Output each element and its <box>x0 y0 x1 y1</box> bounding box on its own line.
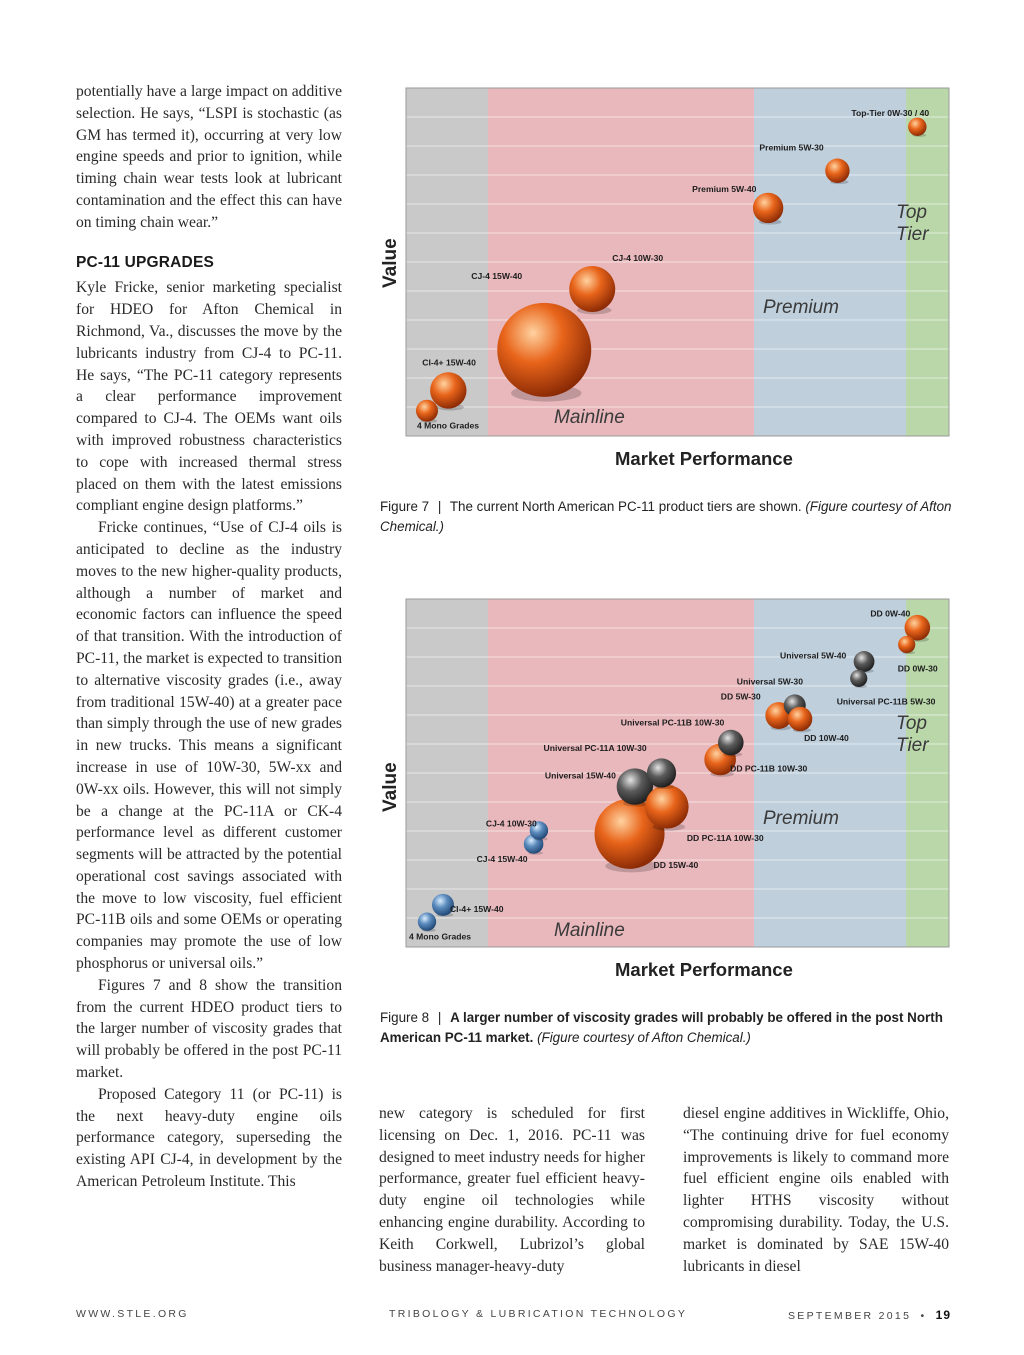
paragraph: Proposed Category 11 (or PC-11) is the next heavy-duty engine oils performance category, superseding the existing API CJ-4, in development by the American Petroleum Institute. This <box>76 1085 342 1191</box>
text-column-3 <box>683 1103 949 1277</box>
data-point <box>753 193 783 223</box>
caption-label: Figure 7 <box>380 499 430 514</box>
data-point <box>854 651 875 672</box>
region-label-top-tier: Top <box>896 202 927 223</box>
data-point <box>416 400 438 422</box>
data-label: DD 0W-30 <box>897 663 938 674</box>
data-point <box>569 266 615 312</box>
figure-8 <box>379 594 951 990</box>
data-point <box>430 372 466 408</box>
figure-7-caption <box>380 497 952 537</box>
figure-8-caption <box>380 1008 952 1048</box>
data-label: DD 10W-40 <box>804 732 849 743</box>
data-point <box>788 707 812 731</box>
figure-8-chart <box>379 594 951 990</box>
footer-bullet: • <box>920 1310 927 1322</box>
paragraph: diesel engine additives in Wickliffe, Ohio, “The continuing drive for fuel economy improvements is likely to command more fuel efficient engine oils enabled with lighter HTHS viscosity without compromising durability. Today, the U.S. market is dominated by SAE 15W-40 lubricants in diesel <box>683 1105 949 1275</box>
data-label: DD PC-11A 10W-30 <box>686 832 764 843</box>
data-label: 4 Mono Grades <box>416 420 480 431</box>
data-label: DD PC-11B 10W-30 <box>730 763 808 774</box>
data-label: Universal 5W-40 <box>780 650 847 661</box>
data-label: Universal PC-11B 5W-30 <box>836 696 936 707</box>
data-label: Universal PC-11A 10W-30 <box>543 743 647 753</box>
data-point <box>825 159 849 183</box>
section-heading: PC-11 UPGRADES <box>76 253 215 271</box>
data-point <box>898 636 915 653</box>
data-point <box>418 913 436 931</box>
y-axis-title: Value <box>380 762 401 812</box>
x-axis-title: Market Performance <box>615 959 793 980</box>
region-label-mainline: Mainline <box>554 920 625 941</box>
y-axis-title: Value <box>380 238 401 288</box>
data-point <box>497 303 591 397</box>
paragraph: new category is scheduled for first licensing on Dec. 1, 2016. PC-11 was designed to meet industry needs for higher performance, greater fuel efficient heavy-duty engine oil technologies while enhancing engine durability. According to Keith Corkwell, Lubrizol’s global business manager-heavy-duty <box>379 1105 645 1275</box>
data-label: CJ-4 15W-40 <box>471 270 523 281</box>
paragraph: Fricke continues, “Use of CJ-4 oils is anticipated to decline as the industry moves to the new higher-quality products, although a number of market and economic factors can influence the speed of that transition. With the introduction of PC-11, the market is expected to transition to alternative viscosity grades (i.e., away from traditional 15W-40) at a greater pace than simply through the use of new grades in new trucks. This means a significant increase in use of 10W-30, 5W-xx and 0W-xx oils. However, this will not simply be a change at the PC-11A or CK-4 performance level as different customer segments will be attracted by the potential operational cost savings associated with the move to low viscosity, fuel efficient PC-11B oils and some OEMs or operating companies may promote the use of low phosphorus or universal oils.” <box>76 519 342 973</box>
footer-date: SEPTEMBER 2015 <box>787 1310 912 1322</box>
region-label-top-tier: Tier <box>896 224 929 245</box>
caption-separator: | <box>437 499 442 514</box>
data-label: Top-Tier 0W-30 / 40 <box>851 107 930 118</box>
data-point <box>850 670 867 687</box>
caption-text: A larger number of viscosity grades will probably be offered in the post North American PC-11 market. <box>380 1010 943 1045</box>
data-label: Universal PC-11B 10W-30 <box>620 717 725 728</box>
data-label: Universal 15W-40 <box>544 770 616 781</box>
caption-text: The current North American PC-11 product tiers are shown. <box>449 499 802 514</box>
region-label-premium: Premium <box>763 297 840 318</box>
footer-publication: TRIBOLOGY & LUBRICATION TECHNOLOGY <box>389 1308 688 1320</box>
data-label: CJ-4 15W-40 <box>476 853 528 864</box>
paragraph: potentially have a large impact on additive selection. He says, “LSPI is stochastic (as GM has termed it), occurring at very low engine speeds and prior to ignition, while timing chain wear tests look at lubricant contamination and the effect this can have on timing chain wear.” <box>76 83 342 231</box>
text-column-1 <box>76 81 342 1193</box>
data-label: DD 15W-40 <box>653 859 699 870</box>
data-label: Premium 5W-30 <box>759 142 824 153</box>
figure-7 <box>379 83 951 478</box>
data-label: CJ-4 10W-30 <box>612 253 664 264</box>
region-label-premium: Premium <box>763 808 840 829</box>
caption-credit: (Figure courtesy of Afton Chemical.) <box>380 499 952 534</box>
data-label: 4 Mono Grades <box>408 931 472 942</box>
data-label: DD 5W-30 <box>720 691 761 702</box>
data-point <box>718 730 744 756</box>
data-label: CI-4+ 15W-40 <box>449 903 504 914</box>
x-axis-title: Market Performance <box>615 448 793 469</box>
text-column-2 <box>379 1103 645 1277</box>
data-label: DD 0W-40 <box>870 608 911 619</box>
data-label: CI-4+ 15W-40 <box>422 357 476 368</box>
region-label-top-tier: Tier <box>896 735 929 756</box>
caption-credit: (Figure courtesy of Afton Chemical.) <box>537 1030 751 1045</box>
figure-7-chart <box>379 83 951 478</box>
caption-label: Figure 8 <box>380 1010 430 1025</box>
region-label-mainline: Mainline <box>554 407 625 428</box>
region-label-top-tier: Top <box>896 713 927 734</box>
paragraph: Kyle Fricke, senior marketing specialist for HDEO for Afton Chemical in Richmond, Va., discusses the move by the lubricants industry from CJ-4 to PC-11. He says, “The PC-11 category represents a clear performance improvement compared to CJ-4. The OEMs want oils with improved robustness characteristics to cope with increased thermal stress placed on them with the latest emissions compliant engine design platforms.” <box>76 279 342 515</box>
paragraph: Figures 7 and 8 show the transition from the current HDEO product tiers to the larger number of viscosity grades that will probably be offered in the post PC-11 market. <box>76 976 342 1082</box>
footer-website: WWW.STLE.ORG <box>76 1308 189 1320</box>
data-point <box>908 118 926 136</box>
data-label: CJ-4 10W-30 <box>485 818 537 829</box>
data-label: Premium 5W-40 <box>692 183 757 194</box>
data-point <box>647 758 676 787</box>
data-label: Universal 5W-30 <box>736 676 803 687</box>
caption-separator: | <box>437 1010 442 1025</box>
footer-issue <box>788 1308 951 1322</box>
page-number: 19 <box>935 1308 951 1322</box>
data-point <box>645 785 689 829</box>
